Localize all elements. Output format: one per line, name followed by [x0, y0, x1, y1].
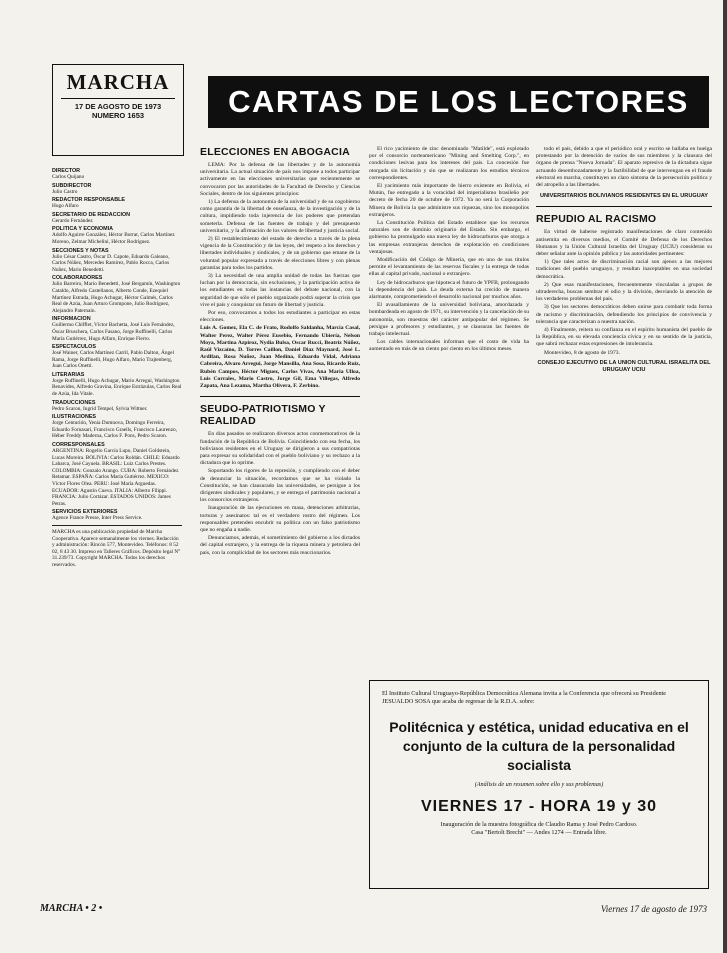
column-1: [200, 146, 360, 886]
staff-section-label: INFORMACION: [52, 316, 91, 323]
masthead-title: MARCHA: [66, 70, 170, 94]
staff-section-label: SECCIONES Y NOTAS: [52, 247, 109, 254]
letter-paragraph: 2) El restablecimiento del estado de derecho a través de la plena vigencia de la Constitución y de las leyes, del respeto a los derechos y libertades individuales y sindicales, y de un gobierno que emane de la voluntad popular expresada a través de elecciones libres y con plenas garantías para todos los partidos.: [200, 236, 360, 271]
letter-heading: SEUDO-PATRIOTISMO Y REALIDAD: [200, 403, 326, 428]
staff-section-text: Jorge Ruffinelli, Hugo Achugar, Mario Arregui, Washington Benavides, Alfredo Gravina, Enrique Estrázulas, Carlos Real de Azúa, Ida Vitale.: [52, 377, 182, 398]
page-edge: [723, 0, 727, 953]
staff-section-text: Julio Castro: [52, 188, 78, 195]
staff-section-text: ARGENTINA: Rogelio García Lupo, Daniel Goldstein, Lucas Moreira. BOLIVIA: Carlos Roldán. CHILE: Eduardo Labarca, José Cayuela. BRASIL: Luiz Carlos Prestes. COLOMBIA: Gonzalo Arango. CUBA: Roberto Fernández Retamar. ESPAÑA: Carlos María Gutiérrez. MEXICO: Víctor Flores Olea. PERU: José María Arguedas. ECUADOR: Agustín Cueva. ITALIA: Alberto Filippi. FRANCIA: Julio Cortázar. ESTADOS UNIDOS: James Petras.: [52, 448, 180, 507]
staff-section-label: SERVICIOS EXTERIORES: [52, 509, 118, 516]
staff-section-text: Julio César Castro, Óscar D. Capote, Eduardo Galeano, Carlos Núñez, Mercedes Ramírez, Pablo Rocca, Carlos Nuñez, Mario Benedetti.: [52, 253, 170, 273]
staff-section-text: José Wainer, Carlos Martínez Carril, Pablo Dalton, Ángel Rama, Jorge Ruffinelli, Hugo Alfaro, Mario Trajtenberg, Juan Carlos Onetti.: [52, 350, 174, 370]
staff-section-label: COLABORADORES: [52, 275, 103, 282]
footer-page-number: MARCHA • 2 •: [40, 903, 103, 914]
masthead-box: [52, 64, 184, 156]
staff-section-label: LITERARIAS: [52, 371, 85, 378]
announcement-subtitle: (Análisis de un resumen sobre ello y sus problemas): [474, 781, 604, 788]
announcement-detail: Inauguración de la muestra fotográfica de Claudio Rama y José Pedro Cardoso.: [440, 821, 638, 828]
staff-section-text: Hugo Alfaro: [52, 203, 79, 210]
column-2: [369, 146, 529, 672]
staff-section-label: CORRESPONSALES: [52, 442, 105, 449]
masthead-divider: [61, 98, 175, 99]
staff-section-text: Adolfo Aguirre González, Héctor Borrat, Carlos Martínez Moreno, Zelmar Michelini, Héctor Rodríguez.: [52, 232, 175, 245]
staff-section-label: DIRECTOR: [52, 168, 81, 174]
letter-body: [200, 162, 360, 324]
letter-heading: ELECCIONES EN ABOGACIA: [200, 146, 350, 158]
staff-section-text: Carlos Quijano: [52, 174, 85, 180]
staff-section-label: ILUSTRACIONES: [52, 414, 97, 421]
section-title: CARTAS DE LOS LECTORES: [228, 84, 689, 119]
column-divider: [200, 396, 360, 397]
letter-paragraph: 1) La defensa de la autonomía de la universidad y de su cogobierno como garantía de la libertad de enseñanza, de la investigación y de la cultura, impidiendo toda injerencia de los poderes que pretendan someterla. Defensa de las fuentes de trabajo y del presupuesto universitario, y la afirmación de los valores de libertad y justicia social.: [200, 199, 360, 234]
announcement-time: VIERNES 17 - HORA 19 y 30: [420, 798, 658, 815]
footer-date: Viernes 17 de agosto de 1973: [600, 904, 707, 914]
letter-paragraph: La Constitución Política del Estado establece que los recursos naturales son de dominio originario del Estado. Sin embargo, el gobierno ha promulgado una nueva ley de hidrocarburos que otorga a las empresas extranjeras derechos de explotación en condiciones ventajosas.: [369, 220, 529, 255]
letter-paragraph: Montevideo, 8 de agosto de 1973.: [544, 349, 620, 356]
staff-section-label: POLITICA Y ECONOMIA: [52, 226, 113, 233]
letter-paragraph: 3) La necesidad de una amplia unidad de todas las fuerzas que luchan por la democracia, sin exclusiones, y la participación activa de los estudiantes en todas las instancias del debate nacional, con la seguridad de que sólo el pueblo organizado podrá superar la crisis que vive el país y conquistar un futuro de libertad y justicia.: [200, 273, 360, 308]
masthead-date: 17 DE AGOSTO DE 1973: [74, 102, 162, 111]
letter-body: [369, 146, 529, 354]
letter-paragraph: 1) Que tales actos de discriminación racial son ajenos a las mejores tradiciones del pueblo uruguayo, y resultan inaceptables en una sociedad democrática.: [536, 259, 712, 280]
letter-paragraph: Inauguración de las ejecuciones en masa, detenciones arbitrarias, torturas y asesinatos: tal es el verdadero rostro del régimen. Los responsables pretenden encubrir su política con un falso patriotismo que no engaña a nadie.: [200, 505, 360, 533]
letter-paragraph: Ley de hidrocarburos que hipoteca el futuro de YPFB, prolongando la dependencia del país. La deuda externa ha crecido de manera alarmante, comprometiendo el desarrollo nacional por muchos años.: [369, 279, 529, 301]
letter-paragraph: Los cables internacionales informan que el costo de vida ha aumentado en más de un ciento por ciento en los últimos meses.: [369, 339, 529, 353]
letter-signature: CONSEJO EJECUTIVO DE LA UNION CULTURAL ISRAELITA DEL URUGUAY UCIU: [537, 359, 711, 374]
letter-paragraph: El avasallamiento de la universidad boliviana, amordazada y bombardeada en agosto de 1971, su intervención y la cancelación de su autonomía, son muestras del carácter antipopular del régimen. Se persigue a profesores y estudiantes, y se clausuran las fuentes de trabajo intelectual.: [369, 302, 529, 338]
staff-section-text: Gerardo Fernández: [52, 217, 93, 224]
letter-paragraph: El yacimiento más importante de hierro existente en Bolivia, el Mutún, fue entregado a la voracidad del imperialismo brasileño por decreto de fecha 20 de octubre de 1972. Ya no será la Corporación Minera de Bolivia la que administre sus riquezas, sino los monopolios extranjeros.: [369, 183, 529, 218]
staff-section-text: Guillermo Chifflet, Víctor Bachetta, José Luis Fernández, Óscar Bruschera, Carlos Fasano, Jorge Ruffinelli, Carlos María Gutiérrez, Hugo Alfaro, Enrique Fierro.: [52, 322, 175, 342]
letter-paragraph: todo el país, debido a que el periódico oral y escrito se hallaba en huelga protestando por la detención de varios de sus miembros y la clausura del órgano de prensa "Nueva Jornada". El aparato represivo de la dictadura sigue actuando desembozadamente y la factibilidad de que intervengan en el fraude electoral en marcha, constituyen un claro síntoma de la persecución política y del atropello a las libertades.: [536, 146, 712, 189]
letter-body: [536, 146, 712, 189]
staff-section-text: MARCHA es una publicación propiedad de Marcha Cooperativa. Aparece semanalmente los viernes. Redacción y administración: Rincón 577, Montevideo. Teléfonos: 8 52 02, 8 43 30. Impreso en Talleres Gráficos. Depósito legal N° 31.239/73. Copyright MARCHA. Todos los derechos reservados.: [52, 528, 181, 568]
letter-paragraph: 2) Que esas manifestaciones, frecuentemente vinculadas a grupos de ultraderecha, buscan sembrar el odio y la división, desviando la atención de los verdaderos problemas del país.: [536, 281, 712, 303]
letter-paragraph: 4) Finalmente, reitera su confianza en el espíritu humanista del pueblo de la República, en su elevada conciencia cívica y en su sentido de la justicia, que sabrá rechazar estas expresiones de intolerancia.: [536, 327, 712, 348]
letter-signature: UNIVERSITARIOS BOLIVIANOS RESIDENTES EN EL URUGUAY: [539, 193, 709, 200]
letter-paragraph: 3) Que los sectores democráticos deben unirse para combatir toda forma de racismo y discriminación, defendiendo los principios de convivencia y tolerancia que caracterizan a nuestra nación.: [536, 304, 712, 325]
staff-divider: [52, 525, 182, 526]
staff-section-label: TRADUCCIONES: [52, 399, 96, 406]
staff-column: [52, 166, 182, 881]
column-divider: [536, 206, 712, 207]
staff-section-text: Julio Barreiro, Mario Benedetti, José Bergamín, Washington Cataldo, Alfredo Castellanos, Alberto Conde, Ezequiel Martínez Estrada, Hugo Achugar, Héctor Galmés, Carlos Real de Azúa, Juan Arturo Grompone, Julio Rodríguez, Alejandro Paternain.: [52, 281, 181, 314]
letter-paragraph: Modificación del Código de Minería, que en uno de sus títulos permite el levantamiento de las reservas fiscales y la entrega de todas ellas al capital privado, nacional o extranjero.: [369, 257, 529, 278]
announcement-intro: El Instituto Cultural Uruguayo-República Democrática Alemana invita a la Conferencia que ofrecerá su Presidente JESUALDO SOSA que acaba de regresar de la R.D.A. sobre:: [382, 690, 667, 705]
staff-section-label: SECRETARIO DE REDACCION: [52, 211, 131, 218]
announcement-place: Casa "Bertolt Brecht" — Andes 1274 — Entrada libre.: [471, 829, 607, 836]
letter-heading: REPUDIO AL RACISMO: [536, 213, 657, 226]
letter-paragraph: En días pasados se realizaron diversos actos conmemorativos de la fundación de la República de Bolivia. Coincidiendo con esa fecha, los bolivianos residentes en el Uruguay se dirigieron a sus compatriotas para expresar su solidaridad con el pueblo boliviano y su rechazo a la dictadura que lo oprime.: [200, 431, 360, 467]
staff-section-label: REDACTOR RESPONSABLE: [52, 197, 125, 204]
letter-signers: Luis A. Gomez, Ela C. de Frato, Rodolfo Saldanha, Marcia Casal, Walter Perez, Walter Pérez Eusebio, Fernando Ubiería, Nelson Moya, Martina Azpiroz, Nydia Bulsa, Oscar Rucci, Beatriz Núñez, Raúl Vizcaíno, D. Torres Caillon, Daniel Diaz Maynard, José L. Ardlfan, Rosa Nuñez, Juan Medina, Eduardo Vidal, Adriana Cabreira, Alvaro Arregui, Jorge Mansilla, Ana Sosa, Ricardo Ruiz, Rubén Campos, Héctor Miguez, Carlos Vivas, Ana Maria Ulloa, Luis Corrales, Mario Castro, Jorge Gil, Ema Villegas, Alfredo Zapata, Ana Lezama, Martha Olivera, F. Zerbino.: [200, 325, 360, 390]
letter-paragraph: El rico yacimiento de zinc denominado "Matilde", está explotado por el consorcio norteamericano "Mining and Smelting Corp.", en condiciones lesivas para los intereses del país. La concesión fue otorgada sin licitación y sin que se realizaran los estudios técnicos correspondientes.: [369, 146, 529, 181]
staff-section-text: Agence France Presse, Inter Press Service.: [52, 515, 143, 522]
section-banner: [208, 76, 709, 128]
letter-body: [536, 229, 712, 356]
letter-paragraph: Por eso, convocamos a todos los estudiantes a participar en estas elecciones.: [200, 310, 360, 324]
letter-paragraph: Soportando los rigores de la represión, y cumpliendo con el deber de denunciar la situación, recordamos que se ha violado la Constitución, se han clausurado las universidades, se persigue a los dirigentes sindicales y populares, y se entrega el patrimonio nacional a los consorcios extranjeros.: [200, 468, 360, 504]
letter-body: [200, 431, 360, 556]
staff-section-label: SUBDIRECTOR: [52, 182, 92, 189]
staff-section-text: Jorge Centurión, Yenia Dumnova, Domingo Ferreira, Eduardo Fornasari, Francisco Graells, Francisco Laurenzo, Héber Freddy Maderna, Carlos F. Pons, Pedro Scaron.: [52, 420, 178, 440]
staff-section-text: Pedro Scaron, Ingrid Tempel, Sylvia Wittner.: [52, 405, 148, 412]
letter-paragraph: Denunciamos, además, el sometimiento del gobierno a los dictados del capital extranjero, y la entrega de la riqueza minera y petrolera del país, con la complicidad de los sectores más reaccionarios.: [200, 535, 360, 556]
announcement-headline: Politécnica y estética, unidad educativa en el conjunto de la cultura de la personalidad socialista: [389, 719, 689, 773]
letter-paragraph: LEMA: Por la defensa de las libertades y de la autonomía universitaria. La actual situación de país nos impone a todos participar activamente en las elecciones universitarias que recientemente se convocaron por las autoridades de la Facultad de Derecho y Ciencias Sociales, dentro de los siguientes principios:: [200, 162, 360, 197]
masthead-issue-number: NUMERO 1653: [91, 111, 145, 120]
letter-paragraph: En virtud de haberse registrado manifestaciones de claro contenido antisemita en diversos medios, el Comité de Defensa de los Derechos Humanos y la Unión Cultural Israelita del Uruguay (UCIU) consideran su deber señalar ante la opinión pública y las autoridades pertinentes:: [536, 229, 712, 258]
staff-section-label: ESPECTACULOS: [52, 344, 96, 351]
column-3: [536, 146, 712, 672]
conference-announcement: [369, 680, 709, 889]
